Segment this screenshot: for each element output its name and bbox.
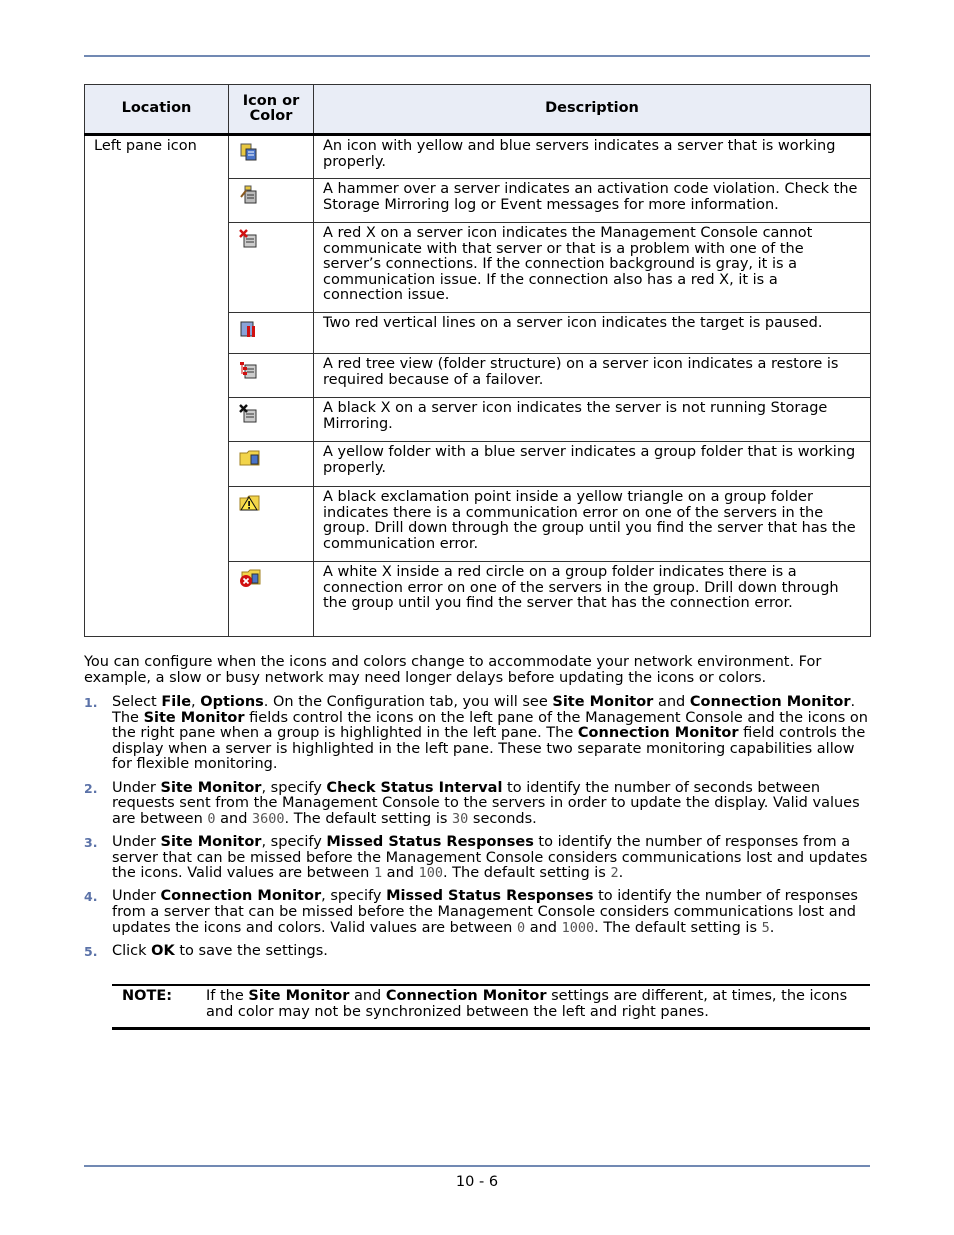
group-folder-error-icon <box>239 568 259 588</box>
header-icon-or-color <box>229 85 314 135</box>
server-paused-icon <box>239 319 259 339</box>
row-description: An icon with yellow and blue servers indicates a server that is working properly. <box>314 135 871 179</box>
note-text: If the Site Monitor and Connection Monitor settings are different, at times, the icons and color may not be synchronized between the left and right panes. <box>206 988 848 1020</box>
table-row <box>85 135 871 179</box>
server-restore-icon <box>239 360 259 380</box>
steps-list <box>84 695 870 967</box>
header-location: Location <box>85 85 229 135</box>
header-icon-line2: Color <box>249 108 293 124</box>
note-box <box>112 984 870 1030</box>
list-item: 3. Under Site Monitor, specify Missed Status Responses to identify the number of responses from a server that can be missed before the Management Console considers communications lost and updates the icons. Valid values are between 1 and 100. The default setting is 2. <box>84 833 868 882</box>
list-item: 2. Under Site Monitor, specify Check Status Interval to identify the number of seconds between requests sent from the Management Console to the servers in order to update the display. Valid values are between 0 and 3600. The default setting is 30 seconds. <box>84 779 860 827</box>
header-icon-line1: Icon or <box>242 92 300 109</box>
row-description: A yellow folder with a blue server indicates a group folder that is working properly. <box>314 442 871 487</box>
server-black-x-icon <box>239 404 259 424</box>
step-number: 2. <box>84 780 98 796</box>
header-description: Description <box>314 85 871 135</box>
row-description: A red tree view (folder structure) on a server icon indicates a restore is required because of a failover. <box>314 354 871 398</box>
step-number: 5. <box>84 943 98 959</box>
group-folder-ok-icon <box>239 448 259 468</box>
server-hammer-icon <box>239 185 259 205</box>
list-item: 1. Select File, Options. On the Configuration tab, you will see Site Monitor and Connection Monitor. The Site Monitor fields control the icons on the left pane of the Management Console and the icons on the right pane when a group is highlighted in the left pane. The Connection Monitor field controls the display when a server is highlighted in the left pane. These two separate monitoring capabilities allow for flexible monitoring. <box>84 694 868 773</box>
page-number: 10 - 6 <box>455 1174 499 1190</box>
row-description: A red X on a server icon indicates the Management Console cannot communicate with that server or that is a problem with one of the server’s connections. If the connection background is gray, it is a communication issue. If the connection also has a red X, it is a connection issue. <box>314 223 871 313</box>
row-description: Two red vertical lines on a server icon indicates the target is paused. <box>314 313 871 354</box>
icon-legend-table <box>84 84 871 637</box>
row-description: A hammer over a server indicates an activation code violation. Check the Storage Mirroring log or Event messages for more information. <box>314 179 871 223</box>
row-description: A white X inside a red circle on a group folder indicates there is a connection error on one of the servers in the group. Drill down through the group until you find the server that has the connection error. <box>314 562 871 637</box>
table-header-row <box>85 85 871 135</box>
step-number: 1. <box>84 695 98 710</box>
list-item: 4. Under Connection Monitor, specify Missed Status Responses to identify the number of responses from a server that can be missed before the Management Console considers communications lost and updates the icons and colors. Valid values are between 0 and 1000. The default setting is 5. <box>84 888 858 936</box>
row-description: A black exclamation point inside a yellow triangle on a group folder indicates there is a communication error on one of the servers in the group. Drill down through the group until you find the server that has the communication error. <box>314 487 871 562</box>
row-description: A black X on a server icon indicates the server is not running Storage Mirroring. <box>314 398 871 442</box>
step-number: 4. <box>84 889 98 905</box>
location-cell: Left pane icon <box>85 135 229 637</box>
footer-rule <box>84 1165 870 1167</box>
list-item: 5. Click OK to save the settings. <box>84 942 328 959</box>
intro-paragraph: You can configure when the icons and colors change to accommodate your network environment. For example, a slow or busy network may need longer delays before updating the icons or colors. <box>84 654 822 686</box>
group-folder-warning-icon <box>239 493 259 513</box>
step-number: 3. <box>84 834 98 850</box>
server-ok-icon <box>239 142 259 162</box>
note-label: NOTE: <box>122 988 173 1004</box>
server-red-x-icon <box>239 229 259 249</box>
header-rule <box>84 55 870 57</box>
